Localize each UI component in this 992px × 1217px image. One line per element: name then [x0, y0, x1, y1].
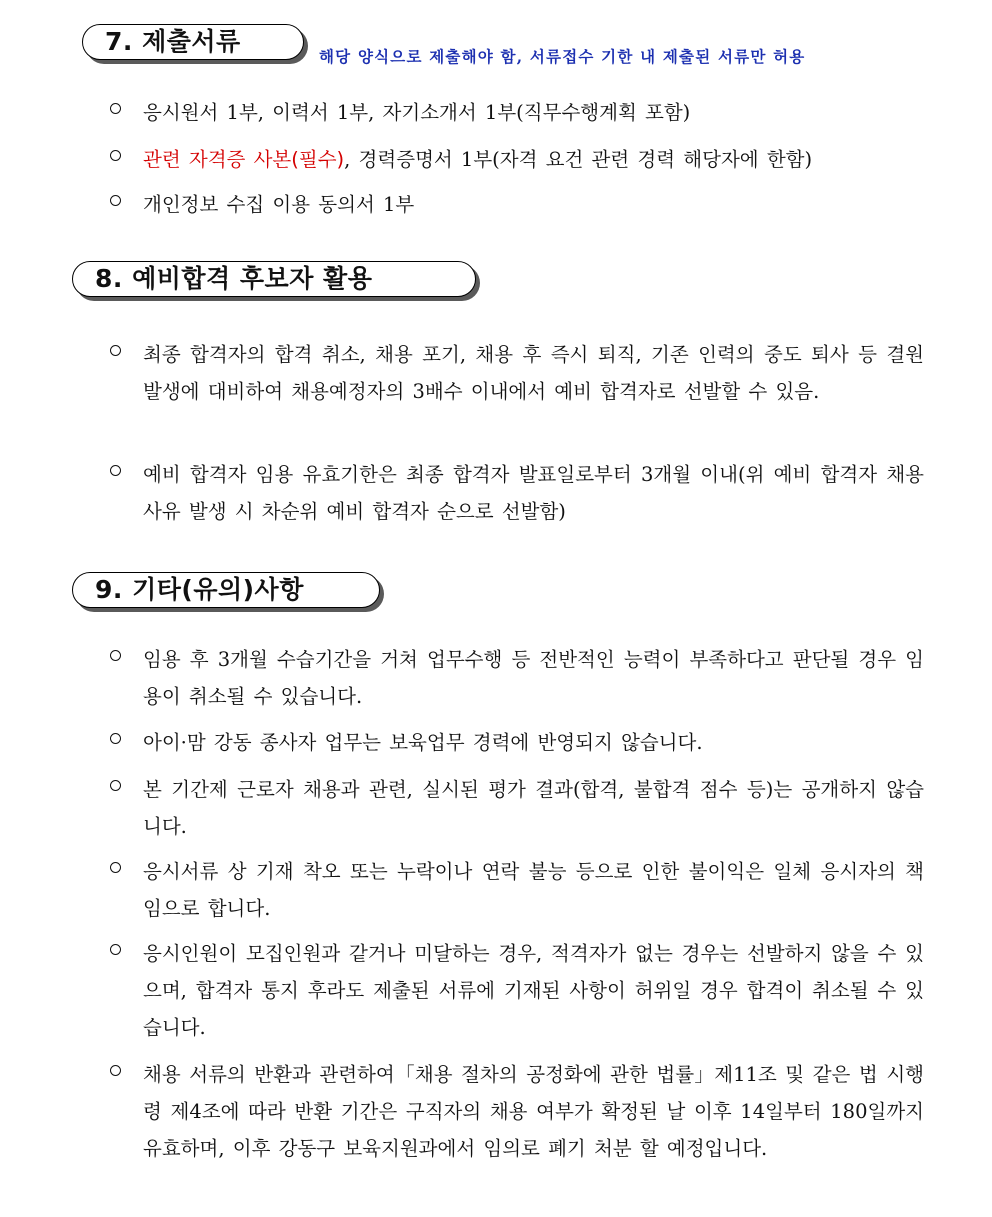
list-item — [110, 456, 924, 530]
required-highlight: 관련 자격증 사본(필수) — [143, 148, 345, 171]
list-item — [110, 641, 924, 715]
list-item — [110, 1056, 924, 1167]
list-item — [110, 141, 924, 178]
item-text: 본 기간제 근로자 채용과 관련, 실시된 평가 결과(합격, 불합격 점수 등)는 공개하지 않습니다. — [143, 778, 924, 838]
section-8-heading: 8. 예비합격 후보자 활용 — [72, 261, 476, 297]
bullet-icon — [110, 862, 121, 873]
item-text: 임용 후 3개월 수습기간을 거쳐 업무수행 등 전반적인 능력이 부족하다고 판단될 경우 임용이 취소될 수 있습니다. — [143, 648, 924, 708]
list-item — [110, 186, 924, 223]
item-text-rest: , 경력증명서 1부(자격 요건 관련 경력 해당자에 한함) — [344, 148, 813, 171]
item-text: 개인정보 수집 이용 동의서 1부 — [143, 193, 415, 216]
item-text: 채용 서류의 반환과 관련하여「채용 절차의 공정화에 관한 법률」제11조 및 같은 법 시행령 제4조에 따라 반환 기간은 구직자의 채용 여부가 확정된 날 이후 14일부터 180일까지 유효하며, 이후 강동구 보육지원과에서 임의로 폐기 처분 할 예정입니다. — [143, 1063, 924, 1160]
item-text: 응시인원이 모집인원과 같거나 미달하는 경우, 적격자가 없는 경우는 선발하지 않을 수 있으며, 합격자 통지 후라도 제출된 서류에 기재된 사항이 허위일 경우 합격이 취소될 수 있습니다. — [143, 942, 924, 1039]
list-item — [110, 771, 924, 845]
item-text: 최종 합격자의 합격 취소, 채용 포기, 채용 후 즉시 퇴직, 기존 인력의 중도 퇴사 등 결원 발생에 대비하여 채용예정자의 3배수 이내에서 예비 합격자로 선발할 수 있음. — [143, 343, 924, 403]
bullet-icon — [110, 150, 121, 161]
item-text — [143, 141, 924, 178]
bullet-icon — [110, 650, 121, 661]
item-text: 아이·맘 강동 종사자 업무는 보육업무 경력에 반영되지 않습니다. — [143, 731, 703, 754]
bullet-icon — [110, 944, 121, 955]
item-text: 예비 합격자 임용 유효기한은 최종 합격자 발표일로부터 3개월 이내(위 예비 합격자 채용 사유 발생 시 차순위 예비 합격자 순으로 선발함) — [143, 463, 924, 523]
bullet-icon — [110, 1065, 121, 1076]
list-item — [110, 935, 924, 1046]
list-item — [110, 336, 924, 410]
bullet-icon — [110, 780, 121, 791]
item-text: 응시서류 상 기재 착오 또는 누락이나 연락 불능 등으로 인한 불이익은 일체 응시자의 책임으로 합니다. — [143, 860, 924, 920]
list-item — [110, 94, 924, 131]
section-9-heading: 9. 기타(유의)사항 — [72, 572, 380, 608]
section-7-note: 해당 양식으로 제출해야 함, 서류접수 기한 내 제출된 서류만 허용 — [319, 47, 806, 66]
bullet-icon — [110, 733, 121, 744]
list-item — [110, 724, 924, 761]
section-7-heading: 7. 제출서류 — [82, 24, 304, 60]
bullet-icon — [110, 103, 121, 114]
bullet-icon — [110, 345, 121, 356]
item-text: 응시원서 1부, 이력서 1부, 자기소개서 1부(직무수행계획 포함) — [143, 101, 691, 124]
list-item — [110, 853, 924, 927]
bullet-icon — [110, 195, 121, 206]
bullet-icon — [110, 465, 121, 476]
